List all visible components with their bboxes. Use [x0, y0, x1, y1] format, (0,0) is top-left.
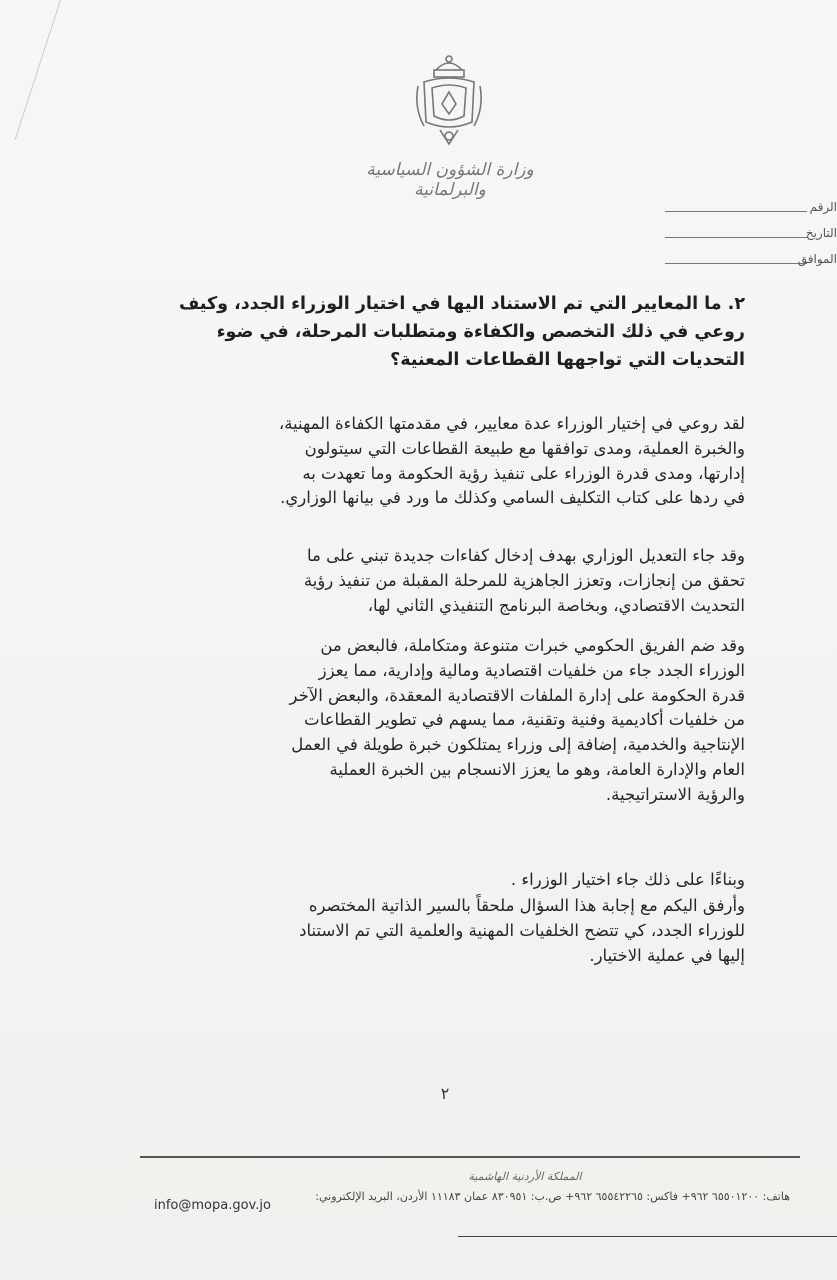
jordan-crown-emblem-icon: [410, 52, 488, 148]
answer-paragraph-attachment: وأرفق اليكم مع إجابة هذا السؤال ملحقاً بالسير الذاتية المختصره للوزراء الجدد، كي تتضح الخلفيات المهنية والعلمية التي تم الاستناد إليها في عملية الاختيار.: [299, 896, 745, 965]
page-fold-edge: [0, 0, 61, 140]
footer-divider: [140, 1156, 800, 1158]
footer-kingdom-name: المملكة الأردنية الهاشمية: [468, 1170, 582, 1183]
footer-email: info@mopa.gov.jo: [154, 1198, 271, 1213]
footer-contact-info: هاتف: ٦٥٥٠١٢٠٠ ٩٦٢+ فاكس: ٦٥٥٤٢٢٦٥ ٩٦٢+ ص.ب: ٨٣٠٩٥١ عمان ١١١٨٣ الأردن، البريد الإلكتروني:: [315, 1190, 790, 1203]
ministry-name: وزارة الشؤون السياسية والبرلمانية: [366, 160, 534, 200]
answer-paragraph-team: وقد ضم الفريق الحكومي خبرات متنوعة ومتكاملة، فالبعض من الوزراء الجدد جاء من خلفيات اقتصادية ومالية وإدارية، مما يعزز قدرة الحكومة على إدارة الملفات الاقتصادية المعقدة، والبعض الآخر من خلفيات أكاديمية وفنية وتقنية، مما يسهم في تطوير القطاعات الإنتاجية والخدمية، إضافة إلى وزراء يمتلكون خبرة طويلة في العمل العام والإدارة العامة، وهو ما يعزز الانسجام بين الخبرة العملية والرؤية الاستراتيجية.: [289, 636, 745, 804]
corresponding-date-field: الموافق: [665, 250, 837, 266]
footer-bottom-divider: [458, 1236, 837, 1237]
question-heading: ٢. ما المعايير التي تم الاستناد اليها في اختيار الوزراء الجدد، وكيف روعي في ذلك التخصص والكفاءة ومتطلبات المرحلة، في ضوء التحديات التي تواجهها القطاعات المعنية؟: [178, 294, 745, 370]
reference-number-field: الرقم: [665, 198, 837, 214]
answer-paragraph-criteria: لقد روعي في إختيار الوزراء عدة معايير، في مقدمتها الكفاءة المهنية، والخبرة العملية، ومدى توافقها مع طبيعة القطاعات التي سيتولون إدارتها، ومدى قدرة الوزراء على تنفيذ رؤية الحكومة وما تعهدت به في ردها على كتاب التكليف السامي وكذلك ما ورد في بيانها الوزاري.: [278, 414, 745, 508]
date-field: التاريخ: [665, 224, 837, 240]
answer-paragraph-conclusion: وبناءًا على ذلك جاء اختيار الوزراء .: [510, 870, 745, 889]
answer-paragraph-reshuffle: وقد جاء التعديل الوزاري بهدف إدخال كفاءات جديدة تبني على ما تحقق من إنجازات، وتعزز الجاهزية للمرحلة المقبلة من تنفيذ رؤية التحديث الاقتصادي، وبخاصة البرنامج التنفيذي الثاني لها،: [303, 546, 745, 615]
page-number: ٢: [440, 1084, 450, 1103]
